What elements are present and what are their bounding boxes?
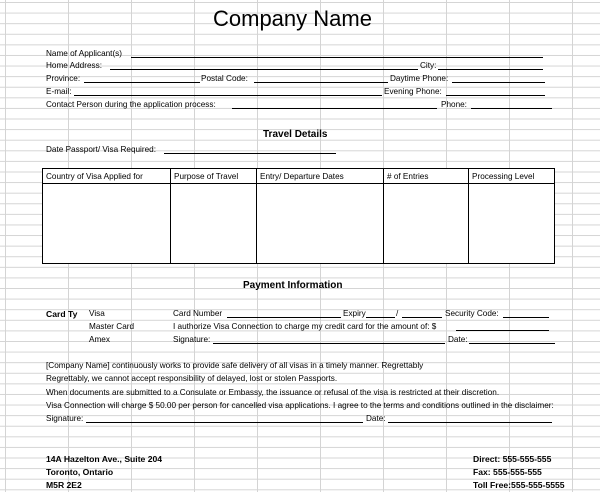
date-required-field[interactable]: [164, 153, 336, 154]
terms-date-field[interactable]: [388, 422, 552, 423]
card-option-mastercard[interactable]: Master Card: [89, 322, 135, 331]
city-field[interactable]: [438, 69, 543, 70]
contact-phone-label: Phone:: [441, 100, 467, 109]
travel-table: [42, 168, 555, 264]
footer-direct-phone: Direct: 555-555-555: [473, 454, 552, 464]
evening-phone-label: Evening Phone:: [384, 87, 442, 96]
page-title: Company Name: [213, 6, 372, 31]
expiry-label: Expiry: [343, 309, 366, 318]
email-field[interactable]: [74, 95, 382, 96]
card-number-label: Card Number: [173, 309, 223, 318]
terms-line-3: When documents are submitted to a Consulate or Embassy, the issuance or refusal of the visa is restricted at their discretion.: [46, 388, 500, 397]
date-required-label: Date Passport/ Visa Required:: [46, 145, 156, 154]
postal-code-label: Postal Code:: [201, 74, 248, 83]
charge-amount-field[interactable]: [456, 330, 549, 331]
home-address-field[interactable]: [110, 69, 418, 70]
home-address-label: Home Address:: [46, 61, 102, 70]
postal-code-field[interactable]: [254, 82, 388, 83]
security-code-field[interactable]: [503, 317, 549, 318]
province-field[interactable]: [84, 82, 200, 83]
travel-col-dates[interactable]: Entry/ Departure Dates: [257, 169, 384, 263]
payment-signature-label: Signature:: [173, 335, 211, 344]
terms-line-2: Regrettably, we cannot accept responsibility of delayed, lost or stolen Passports.: [46, 374, 338, 383]
terms-date-label: Date:: [366, 414, 386, 423]
travel-col-purpose[interactable]: Purpose of Travel: [171, 169, 257, 263]
contact-person-field[interactable]: [232, 108, 437, 109]
daytime-phone-label: Daytime Phone:: [390, 74, 449, 83]
terms-signature-field[interactable]: [86, 422, 363, 423]
expiry-month-field[interactable]: [366, 317, 395, 318]
expiry-year-field[interactable]: [402, 317, 442, 318]
payment-date-label: Date:: [448, 335, 468, 344]
payment-signature-field[interactable]: [213, 343, 445, 344]
travel-details-heading: Travel Details: [263, 129, 328, 140]
card-type-label: Card Ty: [46, 309, 78, 319]
footer-address-line-2: Toronto, Ontario: [46, 467, 114, 477]
card-number-field[interactable]: [227, 317, 341, 318]
travel-col-country[interactable]: Country of Visa Applied for: [43, 169, 171, 263]
footer-address-line-3: M5R 2E2: [46, 480, 82, 490]
travel-col-entries[interactable]: # of Entries: [384, 169, 469, 263]
contact-phone-field[interactable]: [471, 108, 552, 109]
daytime-phone-field[interactable]: [452, 82, 545, 83]
footer-fax: Fax: 555-555-555: [473, 467, 542, 477]
authorize-text: I authorize Visa Connection to charge my credit card for the amount of: $: [173, 322, 437, 331]
email-label: E-mail:: [46, 87, 72, 96]
travel-table-header-row: [43, 169, 554, 184]
terms-line-4: Visa Connection will charge $ 50.00 per person for cancelled visa applications. I agree to the terms and conditions outlined in the disclaimer:: [46, 401, 554, 410]
card-option-visa[interactable]: Visa: [89, 309, 105, 318]
payment-heading: Payment Information: [243, 280, 343, 291]
card-option-amex[interactable]: Amex: [89, 335, 110, 344]
city-label: City:: [420, 61, 437, 70]
travel-col-processing[interactable]: Processing Level: [472, 172, 535, 181]
applicant-name-label: Name of Applicant(s): [46, 49, 122, 58]
expiry-separator: /: [396, 309, 399, 318]
evening-phone-field[interactable]: [446, 95, 545, 96]
payment-date-field[interactable]: [469, 343, 555, 344]
applicant-name-field[interactable]: [131, 57, 543, 58]
contact-person-label: Contact Person during the application process:: [46, 100, 216, 109]
terms-signature-label: Signature:: [46, 414, 84, 423]
terms-line-1: [Company Name] continuously works to provide safe delivery of all visas in a timely manner. Regrettably: [46, 361, 424, 370]
province-label: Province:: [46, 74, 81, 83]
footer-toll-free: Toll Free:555-555-5555: [473, 480, 565, 490]
security-code-label: Security Code:: [445, 309, 499, 318]
footer-address-line-1: 14A Hazelton Ave., Suite 204: [46, 454, 163, 464]
